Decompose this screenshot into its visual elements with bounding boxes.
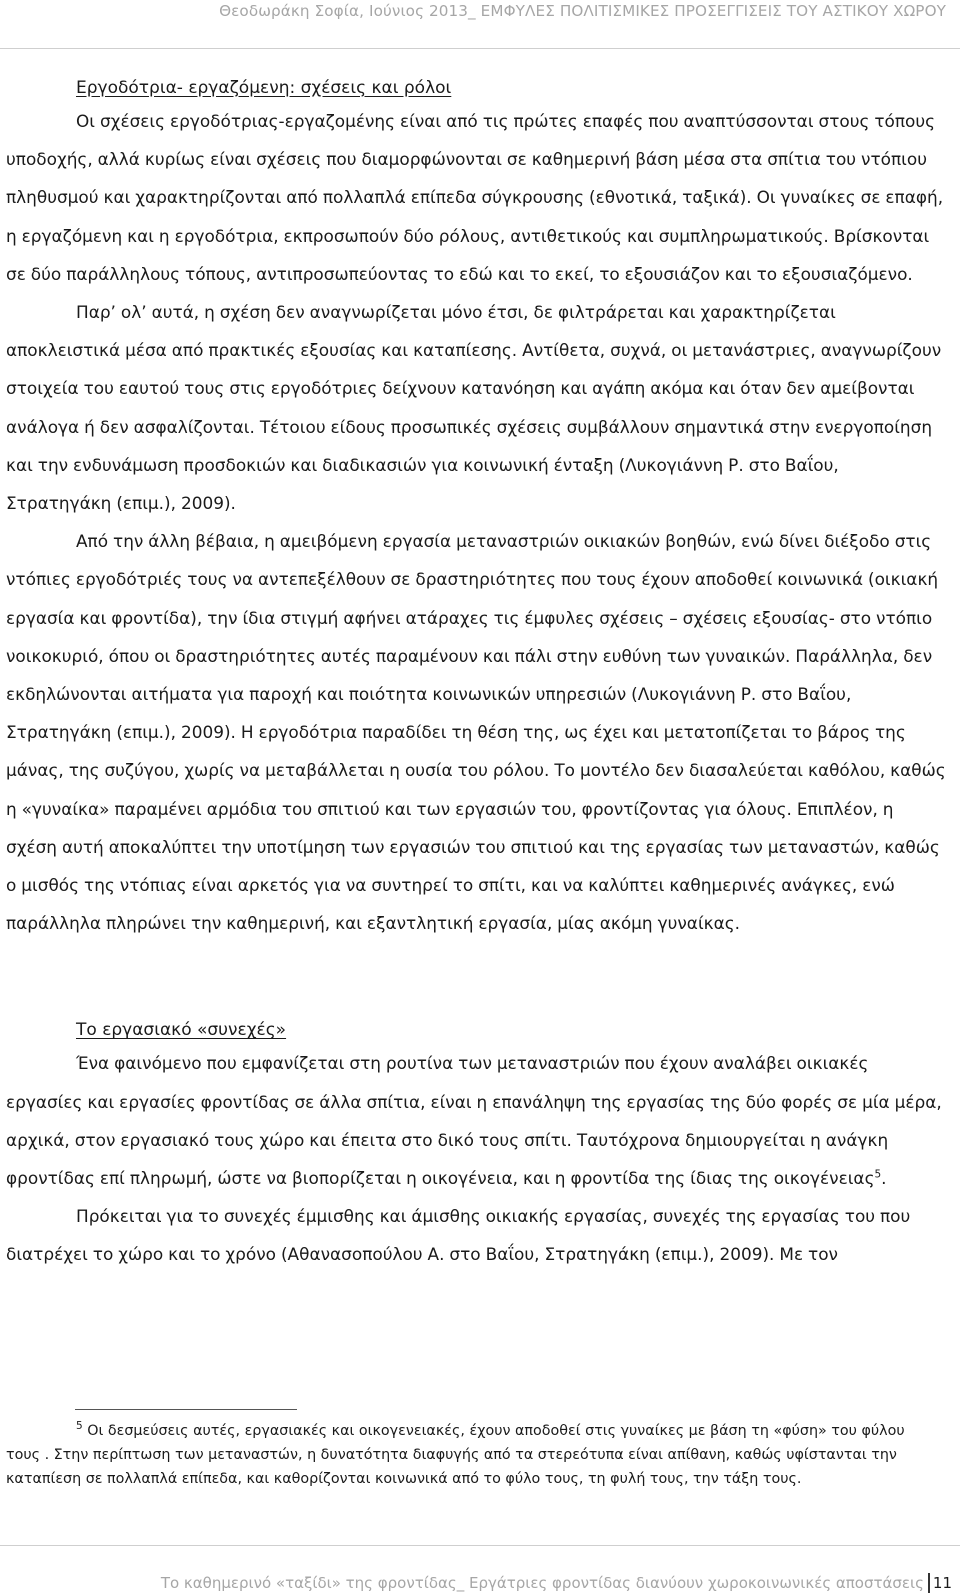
- footnote-marker: 5: [76, 1420, 83, 1433]
- footnote-text: Οι δεσμεύσεις αυτές, εργασιακές και οικογενειακές, έχουν αποδοθεί στις γυναίκες με βάση τη «φύση» του φύλου τους . Στην περίπτωση των μεταναστών, η δυνατότητα διαφυγής από τα στερεότυπα είναι απίθανη, καθώς υφίστανται την καταπίεση σε πολλαπλά επίπεδα, και καθορίζονται κοινωνικά από το φύλο τους, τη φυλή τους, την τάξη τους.: [6, 1423, 905, 1487]
- footer-running-title: Το καθημερινό «ταξίδι» της φροντίδας_ Εργάτριες φροντίδας διανύουν χωροκοινωνικές αποστάσεις: [160, 1574, 924, 1592]
- section-heading-work-continuum: Το εργασιακό «συνεχές»: [76, 1020, 287, 1041]
- body-paragraph: Οι σχέσεις εργοδότριας-εργαζομένης είναι από τις πρώτες επαφές που αναπτύσσονται στους τόπους υποδοχής, αλλά κυρίως είναι σχέσεις που διαμορφώνονται σε καθημερινή βάση μέσα στα σπίτια του ντόπιου πληθυσμού και χαρακτηρίζονται από πολλαπλά επίπεδα σύγκρουσης (εθνοτικά, ταξικά). Οι γυναίκες σε επαφή, η εργαζόμενη και η εργοδότρια, εκπροσωπούν δύο ρόλους, αντιθετικούς και συμπληρωματικούς. Βρίσκονται σε δύο παράλληλους τόπους, αντιπροσωπεύοντας το εδώ και το εκεί, το εξουσιάζον και το εξουσιαζόμενο.: [6, 111, 944, 284]
- footer-separator: [0, 1545, 960, 1546]
- page-body: [6, 74, 948, 1274]
- footnote: [6, 1420, 906, 1491]
- paragraph-text: Ένα φαινόμενο που εμφανίζεται στη ρουτίνα των μεταναστριών που έχουν αναλάβει οικιακές εργασίες και εργασίες φροντίδας σε άλλα σπίτια, είναι η επανάληψη της εργασίας της δύο φορές σε μία μέρα, αρχικά, στον εργασιακό τους χώρο και έπειτα στο δικό τους σπίτι. Ταυτόχρονα δημιουργείται η ανάγκη φροντίδας επί πληρωμή, ώστε να βιοπορίζεται η οικογένεια, και η φροντίδα της ίδιας της οικογένειας: [6, 1053, 942, 1189]
- footnote-separator: [75, 1409, 297, 1410]
- body-paragraph: [6, 1044, 948, 1197]
- header-running-title: Θεοδωράκη Σοφία, Ιούνιος 2013_ ΕΜΦΥΛΕΣ ΠΟΛΙΤΙΣΜΙΚΕΣ ΠΡΟΣΕΓΓΙΣΕΙΣ ΤΟΥ ΑΣΤΙΚΟΥ ΧΩΡΟΥ: [219, 2, 946, 20]
- body-paragraph: Από την άλλη βέβαια, η αμειβόμενη εργασία μεταναστριών οικιακών βοηθών, ενώ δίνει διέξοδο στις ντόπιες εργοδότριές τους να αντεπεξέλθουν σε δραστηριότητες που τους έχουν αποδοθεί κοινωνικά (οικιακή εργασία και φροντίδα), την ίδια στιγμή αφήνει ατάραχες τις έμφυλες σχέσεις – σχέσεις εξουσίας- στο ντόπιο νοικοκυριό, όπου οι δραστηριότητες αυτές παραμένουν και πάλι στην ευθύνη των γυναικών. Παράλληλα, δεν εκδηλώνονται αιτήματα για παροχή και ποιότητα κοινωνικών υπηρεσιών (Λυκογιάννη Ρ. στο Βαΐου, Στρατηγάκη (επιμ.), 2009). Η εργοδότρια παραδίδει τη θέση της, ως έχει και μετατοπίζεται το βάρος της μάνας, της συζύγου, χωρίς να μεταβάλλεται η ουσία του ρόλου. Το μοντέλο δεν διασαλεύεται καθόλου, καθώς η «γυναίκα» παραμένει αρμόδια του σπιτιού και των εργασιών του, φροντίζοντας για όλους. Επιπλέον, η σχέση αυτή αποκαλύπτει την υποτίμηση των εργασιών του σπιτιού και της εργασίας των μεταναστών, καθώς ο μισθός της ντόπιας είναι αρκετός για να συντηρεί το σπίτι, και να καλύπτει καθημερινές ανάγκες, ενώ παράλληλα πληρώνει την καθημερινή, και εξαντλητική εργασία, μίας ακόμη γυναίκας.: [6, 531, 946, 934]
- footnote-reference[interactable]: 5: [874, 1168, 882, 1181]
- body-paragraph: Παρ’ ολ’ αυτά, η σχέση δεν αναγνωρίζεται μόνο έτσι, δε φιλτράρεται και χαρακτηρίζεται αποκλειστικά μέσα από πρακτικές εξουσίας και καταπίεσης. Αντίθετα, συχνά, οι μετανάστριες, αναγνωρίζουν στοιχεία του εαυτού τους στις εργοδότριες δείχνουν κατανόηση και αγάπη ακόμα και όταν δεν αμείβονται ανάλογα ή δεν ασφαλίζονται. Τέτοιου είδους προσωπικές σχέσεις συμβάλλουν σημαντικά στην ενεργοποίηση και την ενδυνάμωση προσδοκιών και διαδικασιών για κοινωνική ένταξη (Λυκογιάννη Ρ. στο Βαΐου, Στρατηγάκη (επιμ.), 2009).: [6, 302, 942, 514]
- page-number: 11: [928, 1573, 952, 1593]
- body-paragraph: Πρόκειται για το συνεχές έμμισθης και άμισθης οικιακής εργασίας, συνεχές της εργασίας του που διατρέχει το χώρο και το χρόνο (Αθανασοπούλου Α. στο Βαΐου, Στρατηγάκη (επιμ.), 2009). Με τον: [6, 1206, 911, 1265]
- paragraph-end: .: [881, 1168, 887, 1189]
- page-header: [0, 0, 960, 49]
- page-footer: [161, 1573, 952, 1593]
- section-heading-employer-employee: Εργοδότρια- εργαζόμενη: σχέσεις και ρόλοι: [76, 78, 452, 98]
